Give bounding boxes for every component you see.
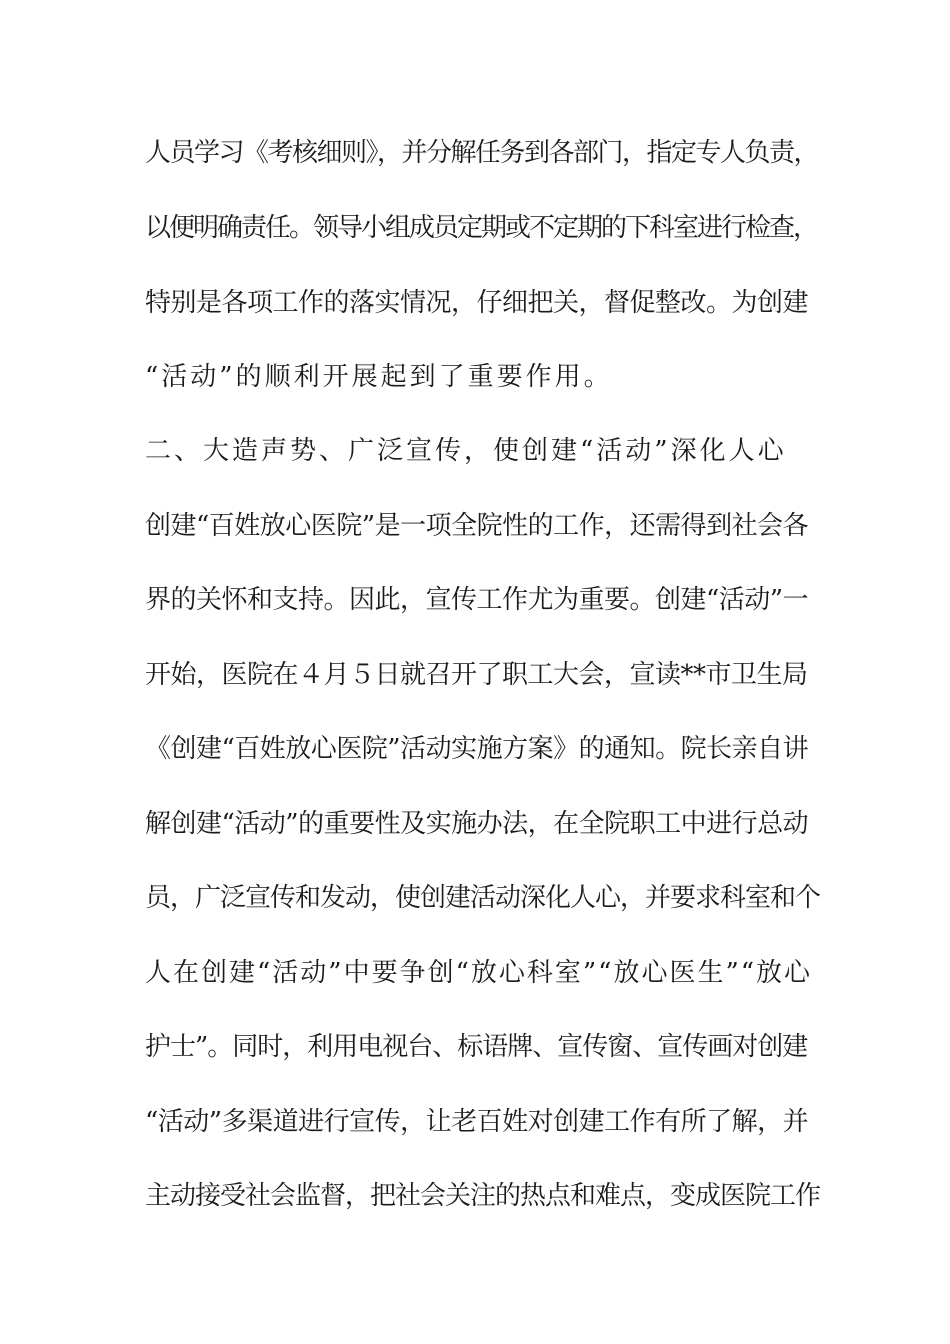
body-text-line: 特别是各项工作的落实情况，仔细把关，督促整改。为创建 xyxy=(145,288,809,318)
body-text-line: 创建“百姓放心医院”是一项全院性的工作，还需得到社会各 xyxy=(145,511,809,541)
body-text-line: 解创建“活动”的重要性及实施办法，在全院职工中进行总动 xyxy=(145,809,809,839)
body-text-line: 人在创建“活动”中要争创“放心科室”“放心医生”“放心 xyxy=(145,958,813,988)
body-text-line: 《创建“百姓放心医院”活动实施方案》的通知。院长亲自讲 xyxy=(145,734,809,764)
body-text-line: 护士”。同时，利用电视台、标语牌、宣传窗、宣传画对创建 xyxy=(145,1032,808,1062)
body-text-line: “活动”的顺利开展起到了重要作用。 xyxy=(145,362,613,392)
body-text-line: 开始，医院在４月５日就召开了职工大会，宣读**市卫生局 xyxy=(145,660,808,690)
body-text-line: “活动”多渠道进行宣传，让老百姓对创建工作有所了解，并 xyxy=(145,1107,809,1137)
body-text-line: 人员学习《考核细则》，并分解任务到各部门，指定专人负责， xyxy=(145,138,819,168)
body-text-line: 主动接受社会监督，把社会关注的热点和难点，变成医院工作 xyxy=(145,1181,821,1211)
section-heading: 二、大造声势、广泛宣传，使创建“活动”深化人心 xyxy=(145,436,787,466)
body-text-line: 以便明确责任。领导小组成员定期或不定期的下科室进行检查， xyxy=(145,213,818,243)
body-text-line: 界的关怀和支持。因此，宣传工作尤为重要。创建“活动”一 xyxy=(145,585,809,615)
body-text-line: 员，广泛宣传和发动，使创建活动深化人心，并要求科室和个 xyxy=(145,883,821,913)
